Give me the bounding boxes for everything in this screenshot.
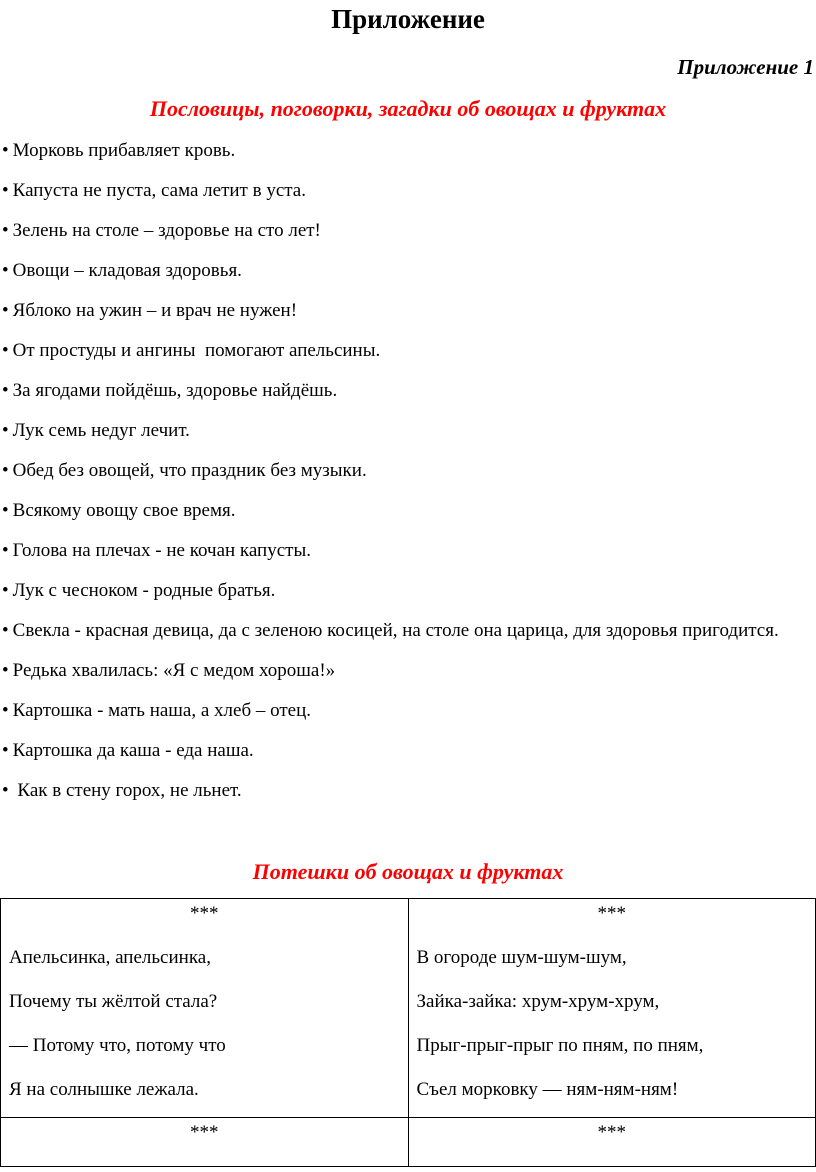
verse-line: Зайка-зайка: хрум-хрум-хрум, — [416, 991, 660, 1012]
proverb-text: Свекла - красная девица, да с зеленою косицей, на столе она царица, для здоровья пригодится. — [12, 620, 779, 641]
rhyme-cell-right — [408, 1118, 816, 1167]
proverb-text: Как в стену горох, не льнет. — [12, 780, 242, 801]
proverbs-heading: Пословицы, поговорки, загадки об овощах и фруктах — [149, 96, 667, 121]
bullet-icon: • — [2, 140, 9, 161]
stars-separator: *** — [597, 903, 626, 924]
stars-separator: *** — [190, 903, 219, 924]
proverb-item — [2, 420, 814, 442]
proverb-text: Голова на плечах - не кочан капусты. — [12, 540, 311, 561]
bullet-icon: • — [2, 660, 9, 681]
proverb-text: Морковь прибавляет кровь. — [12, 140, 236, 161]
proverb-text: Картошка да каша - еда наша. — [12, 740, 254, 761]
verse-line: Прыг-прыг-прыг по пням, по пням, — [416, 1035, 704, 1056]
proverb-item — [2, 460, 814, 482]
bullet-icon: • — [2, 180, 9, 201]
bullet-icon: • — [2, 380, 9, 401]
proverbs-list — [2, 140, 814, 820]
proverb-text: Всякому овощу свое время. — [12, 500, 236, 521]
verse-line: — Потому что, потому что — [9, 1035, 226, 1056]
proverb-item — [2, 660, 814, 682]
bullet-icon: • — [2, 220, 9, 241]
proverb-text: Лук с чесноком - родные братья. — [12, 580, 276, 601]
verse-line: Почему ты жёлтой стала? — [9, 991, 218, 1012]
verse-line: В огороде шум-шум-шум, — [416, 947, 627, 968]
bullet-icon: • — [2, 340, 9, 361]
verse-line: Апельсинка, апельсинка, — [9, 947, 211, 968]
proverb-text: Редька хвалилась: «Я с медом хороша!» — [12, 660, 336, 681]
proverb-item — [2, 180, 814, 202]
bullet-icon: • — [2, 500, 9, 521]
proverb-text: Картошка - мать наша, а хлеб – отец. — [12, 700, 312, 721]
proverb-text: Яблоко на ужин – и врач не нужен! — [12, 300, 298, 321]
proverb-item — [2, 780, 814, 802]
rhyme-cell-right — [408, 899, 816, 1118]
bullet-icon: • — [2, 780, 9, 801]
proverb-item — [2, 740, 814, 762]
proverb-item — [2, 580, 814, 602]
rhymes-heading: Потешки об овощах и фруктах — [252, 859, 564, 884]
proverb-text: Овощи – кладовая здоровья. — [12, 260, 242, 281]
proverb-text: Лук семь недуг лечит. — [12, 420, 190, 441]
proverb-item — [2, 300, 814, 322]
bullet-icon: • — [2, 620, 9, 641]
verse-line: Съел морковку — ням-ням-ням! — [416, 1079, 679, 1100]
rhyme-cell-left — [1, 899, 409, 1118]
bullet-icon: • — [2, 300, 9, 321]
proverb-item — [2, 540, 814, 562]
bullet-icon: • — [2, 460, 9, 481]
page-title: Приложение — [331, 4, 485, 34]
proverb-item — [2, 140, 814, 162]
proverb-item — [2, 260, 814, 282]
rhymes-table — [0, 898, 816, 1167]
verse-line: Я на солнышке лежала. — [9, 1079, 199, 1100]
stars-separator: *** — [190, 1122, 219, 1143]
bullet-icon: • — [2, 420, 9, 441]
bullet-icon: • — [2, 540, 9, 561]
proverb-item — [2, 700, 814, 722]
table-row — [1, 899, 816, 1118]
proverb-text: От простуды и ангины помогают апельсины. — [12, 340, 381, 361]
proverb-text: За ягодами пойдёшь, здоровье найдёшь. — [12, 380, 338, 401]
bullet-icon: • — [2, 580, 9, 601]
table-row — [1, 1118, 816, 1167]
proverb-text: Капуста не пуста, сама летит в уста. — [12, 180, 306, 201]
appendix-label: Приложение 1 — [677, 55, 814, 79]
bullet-icon: • — [2, 700, 9, 721]
bullet-icon: • — [2, 260, 9, 281]
proverb-item — [2, 340, 814, 362]
proverb-item — [2, 380, 814, 402]
proverb-text: Зелень на столе – здоровье на сто лет! — [12, 220, 321, 241]
rhyme-cell-left — [1, 1118, 409, 1167]
bullet-icon: • — [2, 740, 9, 761]
proverb-item — [2, 620, 814, 642]
stars-separator: *** — [597, 1122, 626, 1143]
proverb-item — [2, 220, 814, 242]
proverb-text: Обед без овощей, что праздник без музыки. — [12, 460, 367, 481]
proverb-item — [2, 500, 814, 522]
